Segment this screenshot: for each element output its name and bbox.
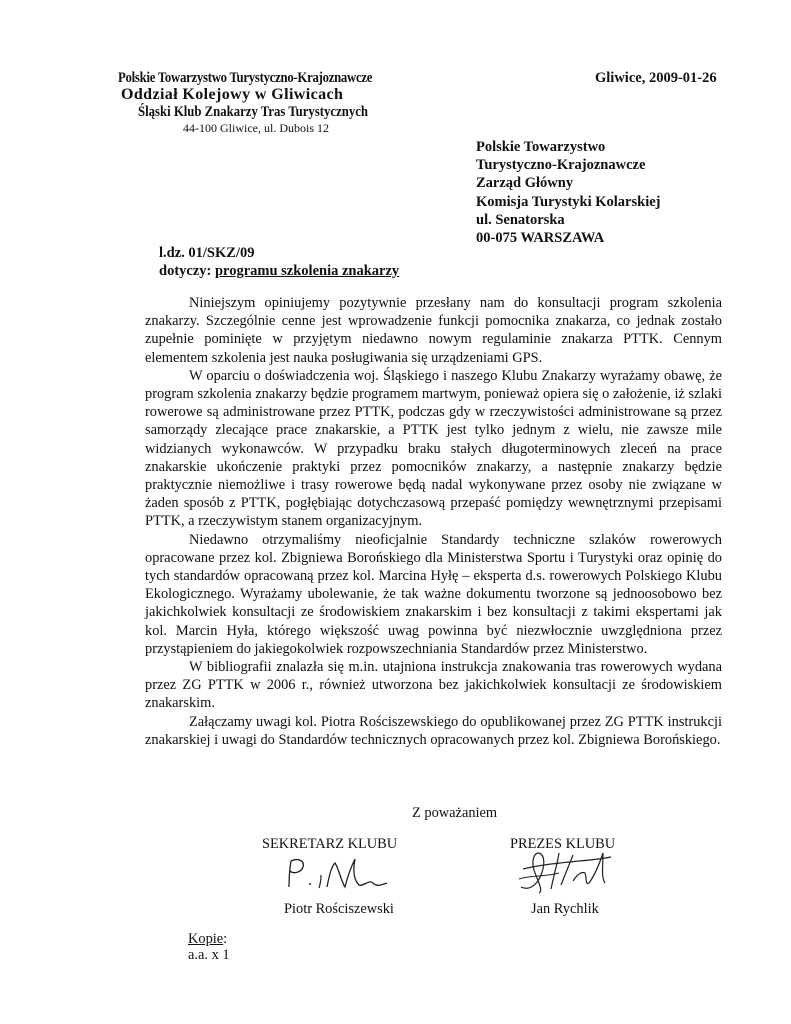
body-paragraph: W oparciu o doświadczenia woj. Śląskiego i naszego Klubu Znakarzy wyrażamy obawę, że program szkolenia znakarzy będzie programem martwym, ponieważ opiera się o założenie, iż szlaki rowerowe są administrowane przez PTTK, podczas gdy w rzeczywistości administrowane są przez samorządy zlecające prace znakarskie, a PTTK jest tylko jednym z wielu, nie zawsze mile widzianych wykonawców. W przypadku braku stałych długoterminowych zleceń na prace znakarskie ukończenie praktyki przez pomocników znakarzy, a następnie znakarzy będzie praktycznie niemożliwe i trasy rowerowe będą nadal wykonywane przez osoby nie związane w żaden sposób z PTTK, pogłębiając dotychczasową przepaść pomiędzy wewnętrznymi przepisami PTTK, a rzeczywistym stanem organizacyjnym.: [145, 367, 722, 530]
body-paragraph: W bibliografii znalazła się m.in. utajniona instrukcja znakowania tras rowerowych wydana przez ZG PTTK w 2006 r., również utworzona bez jakichkolwiek konsultacji ze środowiskiem znakarskim.: [145, 659, 722, 712]
secretary-name: Piotr Rościszewski: [284, 901, 394, 917]
recipient-line: 00-075 WARSZAWA: [476, 230, 605, 247]
copies-label-suffix: :: [223, 931, 228, 947]
letter-body: [145, 294, 722, 749]
copies-heading: [188, 931, 230, 947]
body-paragraph: Niniejszym opiniujemy pozytywnie przesłany nam do konsultacji program szkolenia znakarzy. Szczególnie cenne jest wprowadzenie funkcji pomocnika znakarza, co jednak zostało zupełnie pominięte w przyjętym niedawno nowym regulaminie znakarza PTTK. Cennym elementem szkolenia jest nauka posługiwania się urządzeniami GPS.: [145, 295, 722, 366]
sender-club-line: Śląski Klub Znakarzy Tras Turystycznych: [138, 104, 368, 120]
copies-block: [188, 931, 230, 963]
place-date: Gliwice, 2009-01-26: [595, 70, 717, 86]
president-role: PREZES KLUBU: [510, 836, 616, 852]
subject-label: dotyczy:: [159, 263, 212, 279]
sender-branch-line: Oddział Kolejowy w Gliwicach: [121, 86, 344, 103]
body-paragraph: Niedawno otrzymaliśmy nieoficjalnie Standardy techniczne szlaków rowerowych opracowane przez kol. Zbigniewa Borońskiego dla Ministerstwa Sportu i Turystyki oraz opinię do tych standardów opracowaną przez kol. Marcina Hyłę – eksperta d.s. rowerowych Polskiego Klubu Ekologicznego. Wyrażamy ubolewanie, że tak ważne dokumentu tworzone są jednoosobowo bez jakichkolwiek konsultacji ze środowiskiem znakarskim i bez konsultacji z takimi ekspertami jak kol. Marcin Hyła, którego większość uwag powinna być niezwłocznie uwzględniona przez przystąpieniem do jakiegokolwiek rozpowszechniania Standardów przez Ministerstwo.: [145, 531, 722, 657]
recipient-line: Turystyczno-Krajoznawcze: [476, 157, 646, 174]
recipient-line: Zarząd Główny: [476, 175, 574, 192]
recipient-address: [476, 138, 661, 247]
recipient-line: Komisja Turystyki Kolarskiej: [476, 193, 661, 210]
sender-org-line: Polskie Towarzystwo Turystyczno-Krajoznawcze: [118, 70, 373, 86]
reference-block: [159, 244, 399, 280]
president-signature: [515, 845, 620, 897]
recipient-line: ul. Senatorska: [476, 211, 565, 228]
reference-number: l.dz. 01/SKZ/09: [159, 245, 255, 261]
reference-subject-line: [159, 262, 399, 280]
sender-address-line: 44-100 Gliwice, ul. Dubois 12: [183, 121, 329, 135]
closing-salutation: Z poważaniem: [412, 805, 498, 821]
secretary-role: SEKRETARZ KLUBU: [262, 836, 398, 852]
body-paragraph: Załączamy uwagi kol. Piotra Rościszewskiego do opublikowanej przez ZG PTTK instrukcji znakarskiej i uwagi do Standardów technicznych opracowanych przez kol. Zbigniewa Borońskiego.: [145, 713, 722, 748]
copies-entry: a.a. x 1: [188, 947, 230, 963]
subject-text: programu szkolenia znakarzy: [214, 263, 400, 279]
secretary-signature: [283, 853, 393, 895]
recipient-line: Polskie Towarzystwo: [476, 139, 606, 155]
copies-label: Kopie: [188, 931, 224, 947]
president-name: Jan Rychlik: [531, 901, 599, 917]
